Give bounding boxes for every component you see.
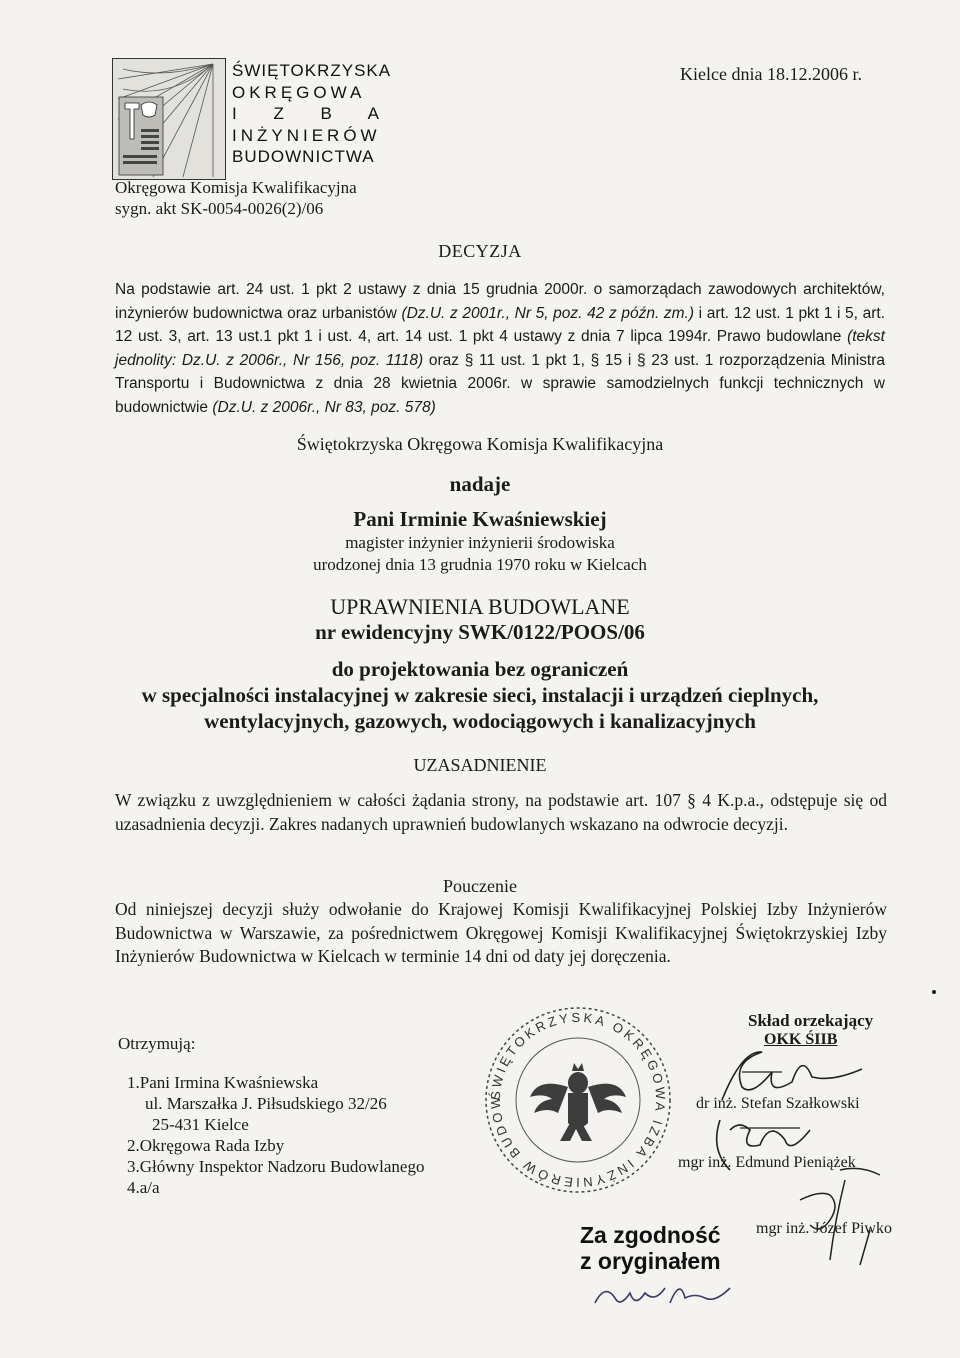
- instruction-heading: Pouczenie: [443, 876, 517, 896]
- permit-title: UPRAWNIENIA BUDOWLANE: [330, 594, 630, 619]
- signature-piwko-icon: [790, 1160, 900, 1270]
- logo-line-2: OKRĘGOWA: [232, 82, 366, 102]
- issuing-body: Świętokrzyska Okręgowa Komisja Kwalifikacyjna: [296, 434, 664, 454]
- scope-line-2: w specjalności instalacyjnej w zakresie sieci, instalacji i urządzeń cieplnych,: [141, 683, 819, 707]
- committee-name: Okręgowa Komisja Kwalifikacyjna: [115, 178, 357, 197]
- holder-name: Pani Irminie Kwaśniewskiej: [353, 507, 607, 531]
- logo-line-4: INŻYNIERÓW: [232, 125, 381, 145]
- holder-degree: magister inżynier inżynierii środowiska: [345, 533, 615, 552]
- logo-emblem-icon: [113, 59, 225, 179]
- stamp-line-1: Za zgodność: [580, 1222, 721, 1248]
- logo-line-3: I Z B A: [232, 104, 396, 123]
- panel-heading: Skład orzekający: [748, 1011, 874, 1030]
- panel-member-2: mgr inż. Edmund Pieniążek: [678, 1154, 856, 1171]
- basis-part-2: i art. 12 ust. 1 pkt 1 i 5, art. 12 ust. 3, art. 13 ust.1 pkt 1 i ust. 4, art. 14 ust. 1 pkt 4 ustawy z dnia 7 lipca 1994r. Prawo budowlane: [115, 304, 885, 345]
- logo-line-1: ŚWIĘTOKRZYSKA: [232, 61, 392, 80]
- permit-scope: [0, 656, 960, 734]
- case-reference: sygn. akt SK-0054-0026(2)/06: [115, 199, 324, 218]
- logo-wordmark: [232, 60, 395, 168]
- list-item: 4.a/a: [127, 1178, 160, 1197]
- margin-dot: [932, 990, 936, 994]
- list-item: 25-431 Kielce: [152, 1115, 249, 1134]
- basis-part-3: oraz § 11 ust. 1 pkt 1, § 15 i § 23 ust. 1 rozporządzenia Ministra Transportu i Budownictwa z dnia 28 kwietnia 2006r. w sprawie samodzielnych funkcji technicznych w budownictwie: [115, 351, 885, 416]
- scope-line-3: wentylacyjnych, gazowych, wodociągowych i kanalizacyjnych: [204, 709, 756, 733]
- justification-heading: UZASADNIENIE: [413, 755, 547, 775]
- panel-member-1: dr inż. Stefan Szałkowski: [696, 1095, 860, 1112]
- recipients-heading: Otrzymują:: [118, 1034, 196, 1053]
- list-item: 1.Pani Irmina Kwaśniewska: [127, 1073, 319, 1092]
- panel-member-3: mgr inż. Józef Piwko: [756, 1220, 892, 1237]
- legal-basis-paragraph: [115, 278, 885, 419]
- instruction-text: Od niniejszej decyzji służy odwołanie do Krajowej Komisji Kwalifikacyjnej Polskiej Izby Inżynierów Budownictwa w Warszawie, za pośrednictwem Okręgowej Komisji Kwalifikacyjnej Świętokrzyskiej Izby Inżynierów Budownictwa w Kielcach w terminie 14 dni od daty jej doręczenia.: [115, 899, 887, 966]
- recipients-list: [127, 1072, 424, 1198]
- decision-heading: DECYZJA: [438, 241, 522, 261]
- list-item: 3.Główny Inspektor Nadzoru Budowlanego: [127, 1157, 425, 1176]
- list-item: 2.Okręgowa Rada Izby: [127, 1136, 285, 1155]
- basis-citation-2: (tekst jednolity: Dz.U. z 2006r., Nr 156, poz. 1118): [115, 328, 885, 369]
- scope-line-1: do projektowania bez ograniczeń: [331, 657, 629, 681]
- official-seal: [478, 1005, 678, 1195]
- basis-citation-3: (Dz.U. z 2006r., Nr 83, poz. 578): [212, 398, 436, 416]
- chamber-logo: [112, 58, 226, 180]
- certified-copy-stamp: [580, 1222, 721, 1274]
- panel-body: OKK ŚIIB: [764, 1031, 838, 1048]
- eagle-seal-icon: [478, 1005, 678, 1195]
- basis-part-1: Na podstawie art. 24 ust. 1 pkt 2 ustawy z dnia 15 grudnia 2000r. o samorządach zawodowych architektów, inżynierów budownictwa oraz urbanistów: [115, 281, 885, 322]
- justification-text: W związku z uwzględnieniem w całości żądania strony, na podstawie art. 107 § 4 K.p.a., odstępuje się od uzasadnienia decyzji. Zakres nadanych uprawnień budowlanych wskazano na odwrocie decyzji.: [115, 790, 887, 834]
- stamp-signature-icon: [590, 1278, 740, 1318]
- stamp-line-2: z oryginałem: [580, 1248, 721, 1274]
- holder-birth: urodzonej dnia 13 grudnia 1970 roku w Kielcach: [313, 555, 647, 574]
- grants-word: nadaje: [449, 472, 511, 496]
- registry-number: nr ewidencyjny SWK/0122/POOS/06: [315, 620, 645, 644]
- basis-citation-1: (Dz.U. z 2001r., Nr 5, poz. 42 z późn. zm.): [401, 304, 695, 322]
- place-and-date: Kielce dnia 18.12.2006 r.: [680, 64, 862, 84]
- seal-ring-text: ŚWIĘTOKRZYSKA OKRĘGOWA IZBA INŻYNIERÓW BUDOW: [487, 1009, 669, 1191]
- logo-line-5: BUDOWNICTWA: [232, 147, 375, 166]
- list-item: ul. Marszałka J. Piłsudskiego 32/26: [145, 1094, 387, 1113]
